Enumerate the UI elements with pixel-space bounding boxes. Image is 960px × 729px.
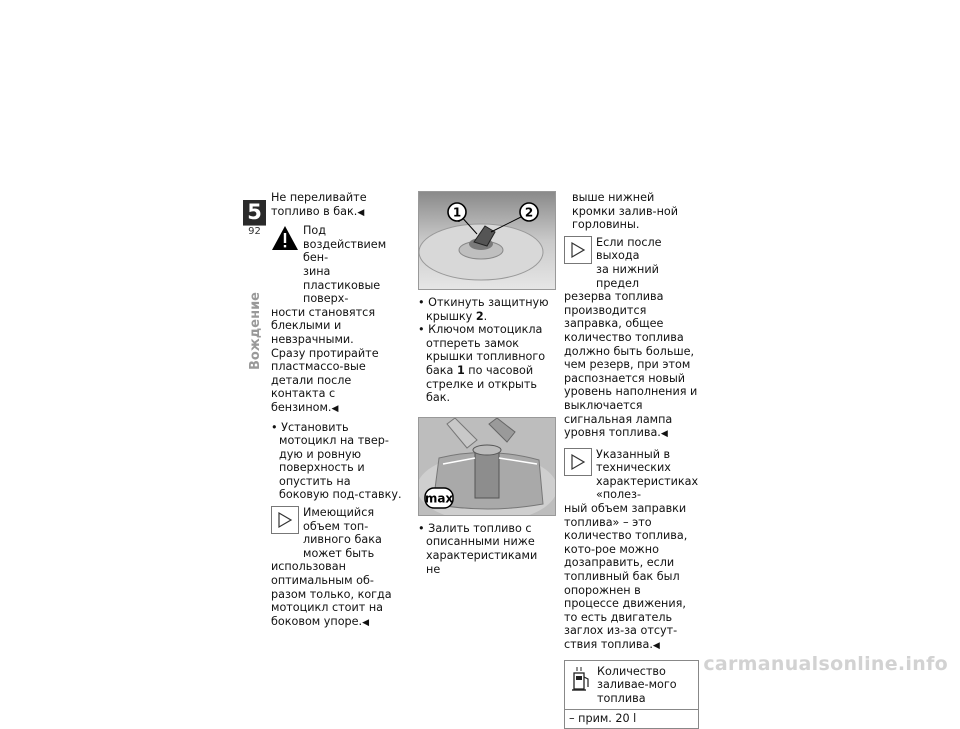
spec-value: – прим. 20 l <box>569 712 637 726</box>
bullet-item: • Залить топливо с описанными ниже характеристиками не <box>418 521 538 576</box>
note-text: использован оптимальным об-разом только, когда мотоцикл стоит на боковом упоре. <box>271 560 392 628</box>
bullet-item: • Установить мотоцикл на твер-дую и ровную поверхность и опустить на боковую под-ставку. <box>271 420 402 502</box>
filler-neck-illustration <box>419 418 555 515</box>
fuel-cap-photo <box>418 191 556 290</box>
warning-text: Под воздействием бен- <box>303 224 387 265</box>
paragraph: выше нижней кромки залив-ной горловины. <box>572 191 679 232</box>
note-text: за нижний предел <box>596 262 659 290</box>
note-block <box>271 506 404 560</box>
watermark: carmanualsonline.info <box>703 653 948 675</box>
end-mark-icon: ◀ <box>331 403 339 414</box>
note-text: характеристиках «полез- <box>596 474 699 502</box>
note-text-cont <box>564 502 699 654</box>
warning-text: ности становятся блеклыми и невзрачными. <box>271 305 376 346</box>
note-text: Имеющийся объем топ- <box>303 506 375 533</box>
paragraph <box>271 347 404 417</box>
warning-block <box>271 224 404 306</box>
note-text-cont <box>564 290 699 442</box>
end-mark-icon: ◀ <box>660 429 668 440</box>
note-text: резерва топлива производится заправка, общее количество топлива должно быть больше, чем резерв, при этом распознается новый уровень наполнения и выключается сигнальная лампа уровня топлива. <box>564 290 698 440</box>
bullet-text: по часовой стрелке и открыть бак. <box>426 363 537 405</box>
paragraph <box>271 191 404 220</box>
bullet-item <box>418 323 554 405</box>
callout-1: 1 <box>452 205 462 220</box>
spec-title: Количество заливае-мого топлива <box>597 664 677 705</box>
note-text-cont <box>271 560 404 630</box>
bullet-text: . <box>483 309 488 323</box>
callout-ref: 1 <box>456 363 465 377</box>
chapter-title: Вождение <box>248 292 263 370</box>
max-label: max <box>424 491 454 506</box>
warning-text: зина пластиковые поверх- <box>303 264 381 306</box>
paragraph-text: Не переливайте топливо в бак. <box>271 191 367 218</box>
callout-2: 2 <box>524 205 534 220</box>
text-column-2 <box>418 191 554 576</box>
bullet-item <box>418 296 554 323</box>
note-triangle-icon <box>271 506 299 534</box>
note-text: Если после выхода <box>596 235 662 263</box>
chapter-number: 5 <box>243 200 266 225</box>
note-text: ный объем заправки топлива» – это количество топлива, кото-рое можно дозаправить, если топливный бак был опорожнен в процессе движения, то есть двигатель заглох из-за отсут-ствия топлива. <box>564 502 688 651</box>
bullet-text: • Ключом мотоцикла отпереть замок крышки топливного бака <box>418 323 546 377</box>
fuel-cap-illustration <box>419 192 555 289</box>
end-mark-icon: ◀ <box>652 641 660 651</box>
note-block <box>564 448 699 502</box>
note-triangle-icon <box>564 448 592 476</box>
note-triangle-icon <box>564 236 592 264</box>
warning-icon <box>271 224 299 252</box>
text-column-3 <box>564 191 699 729</box>
note-block <box>564 236 699 290</box>
callout-ref: 2 <box>475 309 484 323</box>
bullet-text: • Откинуть защитную крышку <box>418 296 549 323</box>
page-number: 92 <box>248 226 261 237</box>
fuel-filler-photo <box>418 417 556 516</box>
text-column-1 <box>271 191 404 630</box>
note-text: ливного бака может быть <box>303 533 382 560</box>
warning-text-cont <box>271 306 404 347</box>
note-text: Указанный в технических <box>596 447 671 475</box>
end-mark-icon: ◀ <box>357 207 365 218</box>
end-mark-icon: ◀ <box>362 617 370 628</box>
paragraph-text: Сразу протирайте пластмассо-вые детали после контакта с бензином. <box>271 346 379 414</box>
